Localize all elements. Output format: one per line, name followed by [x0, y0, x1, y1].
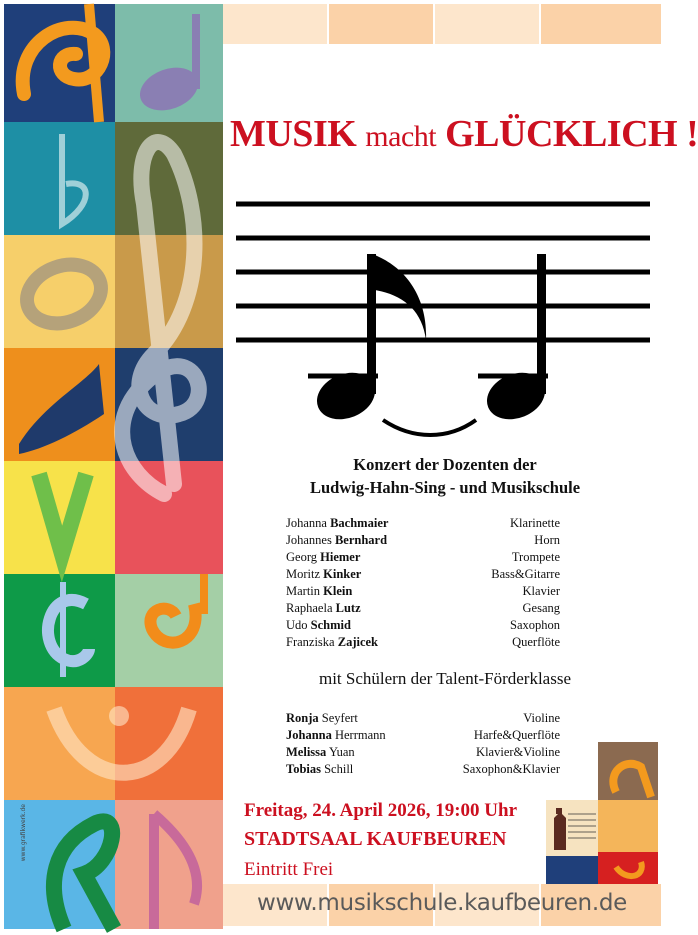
first-name: Franziska — [286, 635, 335, 649]
last-name: Hiemer — [320, 550, 361, 564]
teacher-instrument: Trompete — [511, 550, 560, 564]
first-name: Johanna — [286, 516, 327, 530]
teacher-instrument: Bass&Gitarre — [491, 567, 560, 581]
student-instrument: Klavier&Violine — [476, 745, 560, 759]
student-name — [286, 727, 386, 744]
teacher-name — [286, 532, 387, 549]
first-name: Martin — [286, 584, 321, 598]
poster-title: MUSIK macht GLÜCKLICH ! — [230, 113, 698, 155]
event-date: Freitag, 24. April 2026, 19:00 Uhr — [244, 800, 518, 821]
subtitle-line-1: Konzert der Dozenten der — [353, 455, 537, 474]
teacher-name — [286, 600, 361, 617]
first-name: Johannes — [286, 533, 332, 547]
teacher-instrument: Klavier — [522, 584, 560, 598]
teacher-row — [286, 634, 560, 651]
first-name: Raphaela — [286, 601, 333, 615]
teacher-row — [286, 532, 560, 549]
first-name: Moritz — [286, 567, 321, 581]
last-name: Klein — [323, 584, 353, 598]
teacher-name — [286, 549, 360, 566]
event-entry: Eintritt Frei — [244, 859, 334, 880]
event-venue: STADTSAAL KAUFBEUREN — [244, 828, 507, 850]
teacher-name — [286, 583, 352, 600]
students-heading: mit Schülern der Talent-Förderklasse — [318, 669, 571, 688]
first-name: Ronja — [286, 711, 319, 725]
first-name: Georg — [286, 550, 318, 564]
last-name: Schill — [324, 762, 354, 776]
teacher-name — [286, 566, 361, 583]
student-name — [286, 761, 353, 778]
top-color-band — [223, 4, 661, 44]
student-instrument: Saxophon&Klavier — [462, 762, 560, 776]
first-name: Tobias — [286, 762, 321, 776]
last-name: Yuan — [328, 745, 355, 759]
last-name: Herrmann — [334, 728, 386, 742]
student-row — [286, 710, 560, 727]
concert-subtitle — [230, 453, 660, 499]
teacher-row — [286, 566, 560, 583]
website-url[interactable]: www.musikschule.kaufbeuren.de — [257, 890, 627, 916]
student-name — [286, 744, 355, 761]
musikschule-logo — [546, 800, 598, 856]
mosaic-art — [4, 4, 223, 929]
teacher-instrument: Horn — [534, 533, 560, 547]
last-name: Zajicek — [337, 635, 379, 649]
student-row — [286, 727, 560, 744]
first-name: Johanna — [286, 728, 332, 742]
last-name: Bachmaier — [330, 516, 389, 530]
music-staff-smiley-graphic — [228, 190, 660, 450]
teacher-row — [286, 549, 560, 566]
teacher-name — [286, 634, 378, 651]
teacher-instrument: Saxophon — [510, 618, 560, 632]
first-name: Udo — [286, 618, 308, 632]
teacher-row — [286, 515, 560, 532]
student-row — [286, 761, 560, 778]
teacher-instrument: Gesang — [522, 601, 560, 615]
student-row — [286, 744, 560, 761]
first-name: Melissa — [286, 745, 327, 759]
last-name: Seyfert — [321, 711, 358, 725]
teacher-row — [286, 583, 560, 600]
last-name: Bernhard — [334, 533, 388, 547]
designer-credit: www.grafikwerk.de — [20, 804, 27, 862]
last-name: Schmid — [310, 618, 351, 632]
student-name — [286, 710, 358, 727]
students-list — [286, 710, 560, 778]
teacher-row — [286, 600, 560, 617]
teacher-row — [286, 617, 560, 634]
event-info — [244, 800, 517, 881]
teacher-name — [286, 617, 351, 634]
subtitle-line-2: Ludwig-Hahn-Sing - und Musikschule — [309, 478, 581, 497]
teachers-list — [286, 515, 560, 651]
student-instrument: Harfe&Querflöte — [473, 728, 560, 742]
last-name: Lutz — [335, 601, 361, 615]
teacher-instrument: Klarinette — [510, 516, 560, 530]
decorative-mosaic — [4, 4, 223, 929]
teacher-name — [286, 515, 388, 532]
student-instrument: Violine — [523, 711, 560, 725]
last-name: Kinker — [323, 567, 362, 581]
teacher-instrument: Querflöte — [512, 635, 560, 649]
